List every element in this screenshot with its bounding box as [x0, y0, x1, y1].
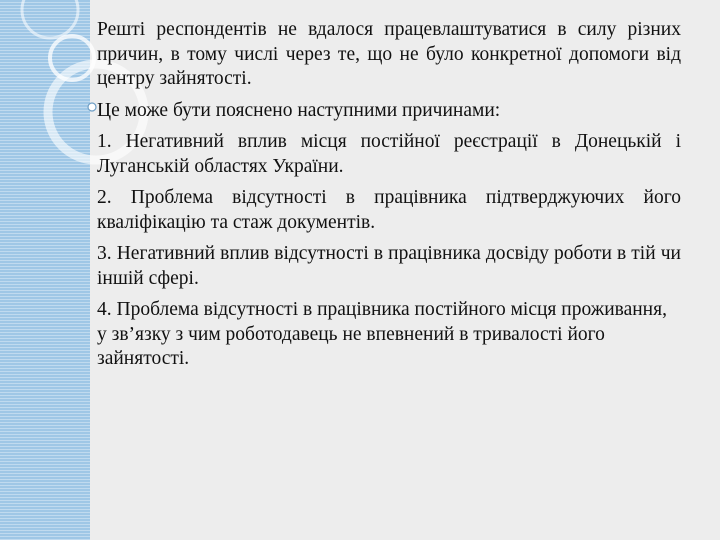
reason-item-3: 3. Негативний вплив відсутності в працівника досвіду роботи в тій чи іншій сфері.: [97, 243, 681, 289]
reason-item-1: 1. Негативний вплив місця постійної реєстрації в Донецькій і Луганській областях України.: [97, 131, 681, 177]
reason-item-4: 4. Проблема відсутності в працівника постійного місця проживання, у зв’язку з чим роботодавець не впевнений в тривалості його зайнятості.: [97, 299, 667, 369]
intro-paragraph: Решті респондентів не вдалося працевлаштуватися в силу різних причин, в тому числі через те, що не було конкретної допомоги від центру зайнятості.: [97, 19, 681, 89]
reasons-lead-in: Це може бути пояснено наступними причинами:: [97, 99, 501, 121]
small-dot-ring: [88, 103, 96, 111]
slide-text-body: [97, 18, 681, 379]
reason-item-2: 2. Проблема відсутності в працівника підтверджуючих його кваліфікацію та стаж документів.: [97, 187, 681, 233]
top-ring: [22, 0, 78, 38]
